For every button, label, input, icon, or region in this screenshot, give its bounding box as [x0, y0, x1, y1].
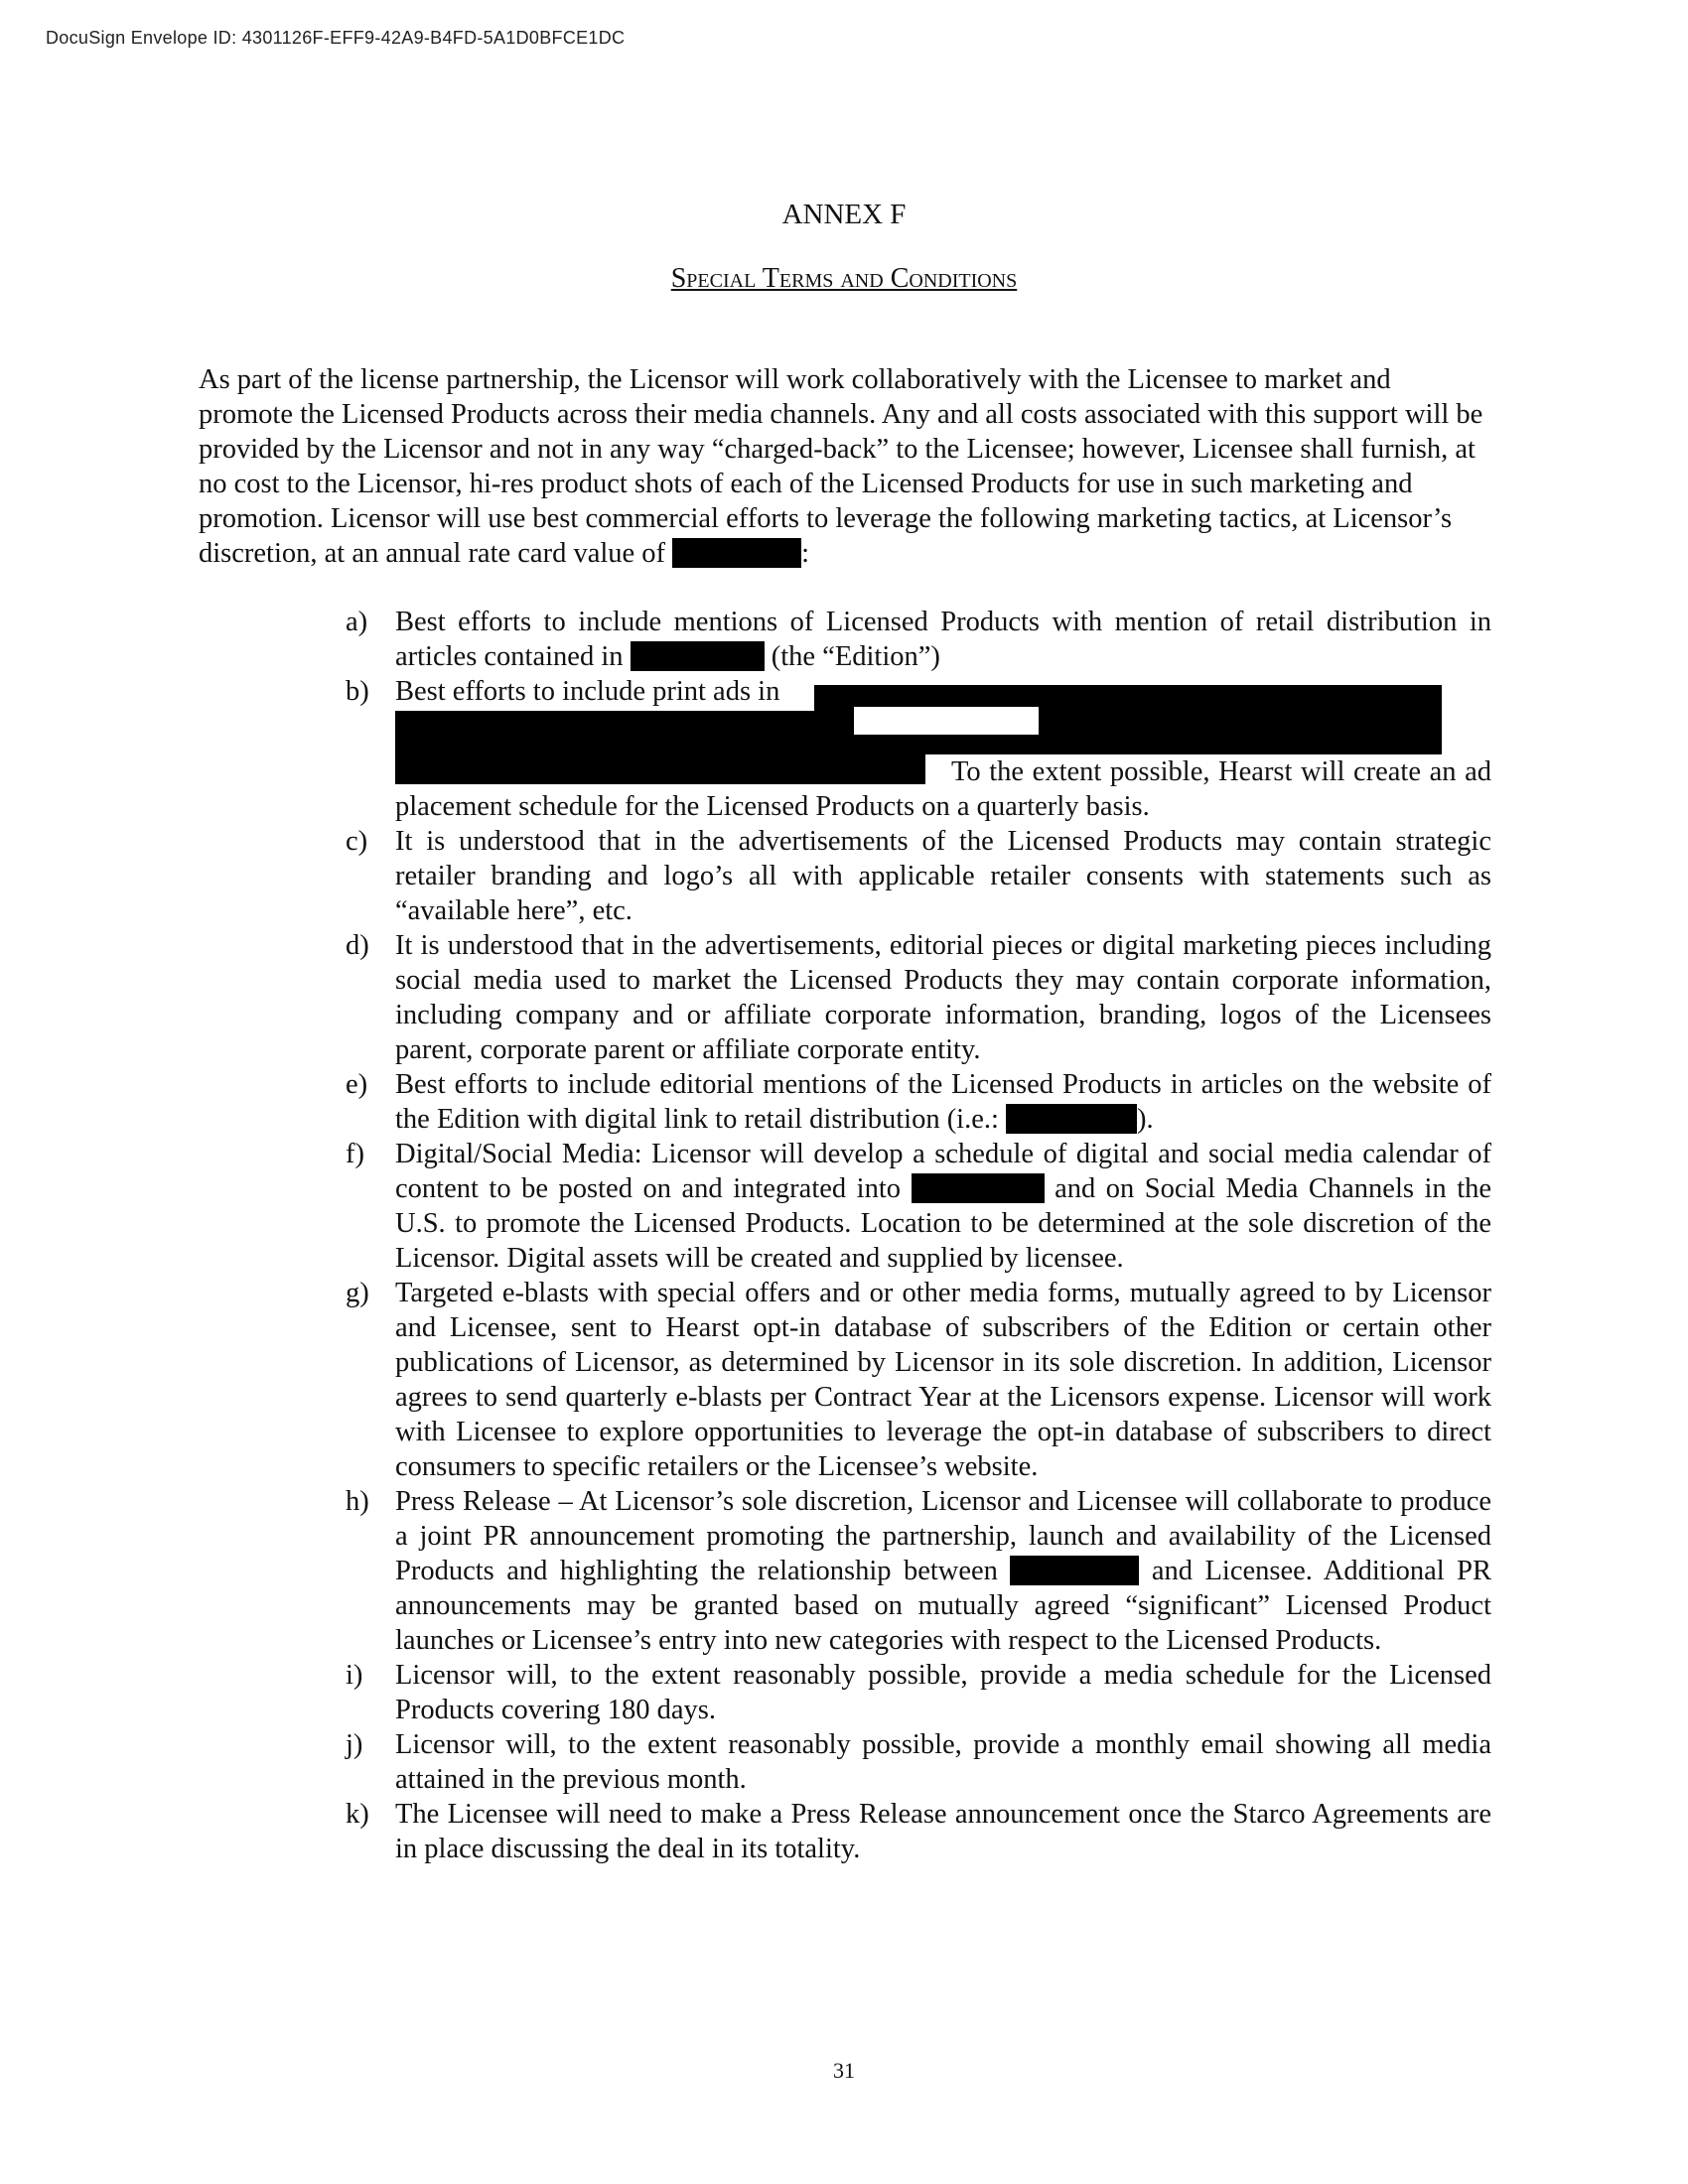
- item-text: It is understood that in the advertisements of the Licensed Products may contain strategic retailer branding and logo’s all with applicable retailer consents with statements such as “available here”, etc.: [395, 826, 1491, 926]
- item-text: and on Social Media Channels in the U.S. to promote the Licensed Products. Location to be determined at the sole discretion of the Licensor. Digital assets will be created and supplied by licensee.: [395, 1173, 1492, 1274]
- list-marker: g): [346, 1278, 369, 1308]
- section-subtitle: Special Terms and Conditions: [670, 263, 1018, 294]
- list-marker: a): [346, 607, 368, 637]
- list-item: [346, 1727, 1491, 1797]
- list-marker: h): [346, 1486, 369, 1517]
- item-text: Licensor will, to the extent reasonably possible, provide a media schedule for the Licensed Products covering 180 days.: [395, 1660, 1491, 1725]
- annex-title: ANNEX F: [781, 199, 907, 230]
- list-item: [346, 1067, 1491, 1137]
- item-text: Best efforts to include print ads in: [395, 676, 780, 707]
- list-item: [346, 1658, 1491, 1727]
- list-marker: k): [346, 1799, 369, 1830]
- redaction-box: [1010, 1556, 1139, 1585]
- terms-list: [346, 605, 1491, 1866]
- item-text: Press Release – At Licensor’s sole discretion, Licensor and Licensee will collaborate to produce a joint PR announcement promoting the partnership, launch and availability of the Licensed Products and highlighting the relationship between: [395, 1486, 1491, 1586]
- list-item: [346, 674, 1491, 824]
- item-text: It is understood that in the advertisements, editorial pieces or digital marketing pieces including social media used to market the Licensed Products they may contain corporate information, including company and or affiliate corporate information, branding, logos of the Licensees parent, corporate parent or affiliate corporate entity.: [395, 930, 1491, 1065]
- item-text: (the “Edition”): [764, 641, 940, 672]
- list-marker: c): [346, 826, 368, 857]
- redaction-box: [912, 1173, 1045, 1203]
- item-text: and Licensee. Additional PR announcements may be granted based on mutually agreed “significant” Licensed Product launches or Licensee’s entry into new categories with respect to the Licensed Products.: [395, 1556, 1492, 1656]
- item-text: Licensor will, to the extent reasonably possible, provide a monthly email showing all media attained in the previous month.: [395, 1729, 1491, 1795]
- item-text: Best efforts to include editorial mentions of the Licensed Products in articles on the website of the Edition with digital link to retail distribution (i.e.:: [395, 1069, 1491, 1135]
- list-marker: i): [346, 1660, 363, 1691]
- redaction-box: [631, 641, 765, 671]
- redaction-box: [1006, 1104, 1137, 1134]
- page-number: 31: [833, 2058, 855, 2083]
- list-item: [346, 1797, 1491, 1866]
- redaction-gap: [852, 705, 1039, 735]
- item-text: Digital/Social Media: Licensor will develop a schedule of digital and social media calendar of content to be posted on and integrated into: [395, 1139, 1491, 1204]
- item-text: The Licensee will need to make a Press Release announcement once the Starco Agreements are in place discussing the deal in its totality.: [395, 1799, 1491, 1864]
- list-item: [346, 824, 1491, 928]
- list-item: [346, 928, 1491, 1067]
- list-marker: d): [346, 930, 369, 961]
- list-item: [346, 605, 1491, 674]
- intro-end: :: [801, 538, 810, 569]
- list-marker: f): [346, 1139, 364, 1169]
- docusign-envelope-id: DocuSign Envelope ID: 4301126F-EFF9-42A9-B4FD-5A1D0BFCE1DC: [46, 28, 626, 48]
- intro-paragraph: [199, 362, 1489, 571]
- item-text: Best efforts to include mentions of Licensed Products with mention of retail distribution in articles contained in: [395, 607, 1491, 672]
- redaction-box: [672, 538, 801, 568]
- list-marker: e): [346, 1069, 368, 1100]
- item-text: ).: [1137, 1104, 1154, 1135]
- list-item: [346, 1276, 1491, 1484]
- list-item: [346, 1137, 1491, 1276]
- item-text: Targeted e-blasts with special offers and or other media forms, mutually agreed to by Licensor and Licensee, sent to Hearst opt-in database of subscribers of the Edition or certain other publications of Licensor, as determined by Licensor in its sole discretion. In addition, Licensor agrees to send quarterly e-blasts per Contract Year at the Licensors expense. Licensor will work with Licensee to explore opportunities to leverage the opt-in database of subscribers to direct consumers to specific retailers or the Licensee’s website.: [395, 1278, 1491, 1482]
- redaction-box: [395, 754, 925, 784]
- list-marker: b): [346, 676, 369, 707]
- list-marker: j): [346, 1729, 363, 1760]
- redacted-block: [395, 685, 1491, 754]
- item-text: To the extent possible, Hearst will create an ad placement schedule for the Licensed Products on a quarterly basis.: [395, 756, 1491, 822]
- intro-text: As part of the license partnership, the Licensor will work collaboratively with the Licensee to market and promote the Licensed Products across their media channels. Any and all costs associated with this support will be provided by the Licensor and not in any way “charged-back” to the Licensee; however, Licensee shall furnish, at no cost to the Licensor, hi-res product shots of each of the Licensed Products for use in such marketing and promotion. Licensor will use best commercial efforts to leverage the following marketing tactics, at Licensor’s discretion, at an annual rate card value of: [199, 364, 1483, 569]
- list-item: [346, 1484, 1491, 1658]
